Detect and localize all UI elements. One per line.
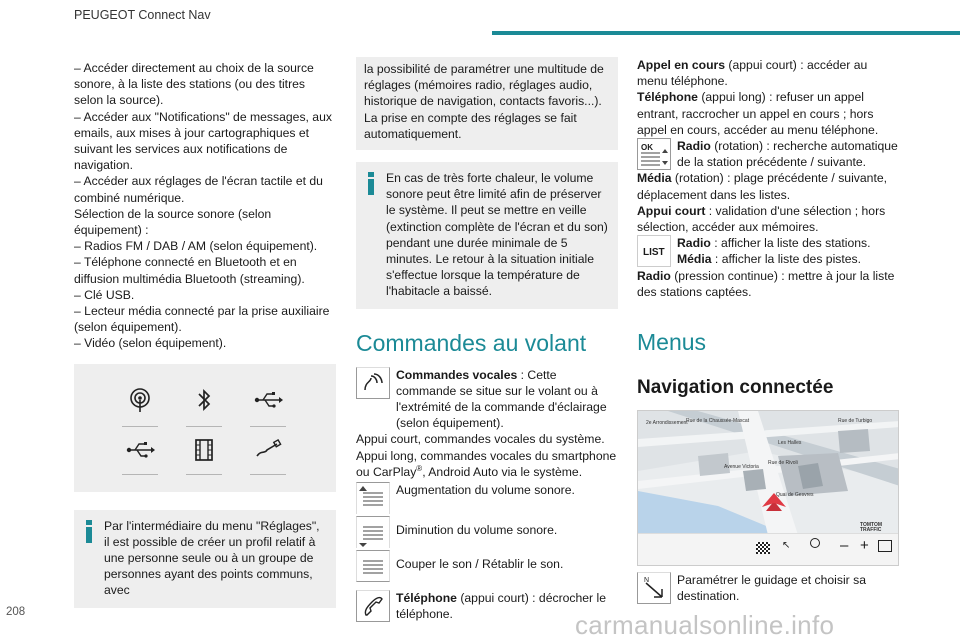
- compass-north-icon[interactable]: ↖: [782, 540, 791, 552]
- text-line: – Accéder directement au choix de la source sonore, à la liste des stations (ou des titres selon la source).: [74, 61, 314, 108]
- item-text: Média : afficher la liste des pistes.: [677, 252, 862, 267]
- search-icon[interactable]: [810, 538, 820, 548]
- map-toolbar: [638, 533, 899, 565]
- map-brand: TOMTOM TRAFFIC: [860, 522, 883, 534]
- page-number: 208: [6, 606, 26, 618]
- map-label: Quai de Gesvres: [776, 492, 814, 499]
- auxiliary-jack-icon: [250, 436, 286, 472]
- bluetooth-icon: [186, 386, 222, 422]
- item-text: Paramétrer le guidage et choisir sa destination.: [677, 573, 867, 604]
- column-3: [637, 57, 899, 606]
- radio-rotation-item: [637, 138, 899, 170]
- checkered-flag-icon[interactable]: [756, 542, 770, 554]
- volume-down-icon: [356, 516, 390, 548]
- text-line: – Accéder aux réglages de l'écran tactile et du combiné numérique.: [74, 174, 323, 205]
- note-text: la possibilité de paramétrer une multitude de réglages (mémoires radio, réglages audio, historique de navigation, contacts favoris...). La prise en compte des réglages se fait automatiquement.: [364, 62, 604, 141]
- usb-icon: [122, 436, 158, 472]
- guidance-item: [637, 572, 899, 606]
- voice-command-item: [356, 367, 618, 432]
- text-line: Appui court : validation d'une sélection ; hors sélection, accéder aux mémoires.: [637, 203, 886, 235]
- map-label: Les Halles: [778, 440, 802, 447]
- text-line: – Accéder aux "Notifications" de messages, aux emails, aux mises à jour cartographiques et suivant les services aux notifications de navigation.: [74, 109, 332, 173]
- text-line: – Vidéo (selon équipement).: [74, 336, 227, 351]
- item-text: Radio (rotation) : recherche automatique de la station précédente / suivante.: [677, 139, 898, 170]
- column-2: [356, 57, 618, 624]
- mute-icon: [356, 550, 390, 582]
- zoom-out-icon[interactable]: –: [840, 537, 849, 555]
- svg-text:N: N: [644, 577, 650, 585]
- ok-wheel-icon: OK: [637, 138, 671, 170]
- watermark: carmanualsonline.info: [575, 610, 835, 640]
- text-line: Appui court, commandes vocales du système.: [356, 432, 605, 447]
- video-icon: [186, 436, 222, 472]
- header-title: PEUGEOT Connect Nav: [74, 8, 211, 22]
- source-icon-panel: [74, 364, 336, 492]
- heat-warning-note: [356, 162, 618, 309]
- section-title-steering-controls: Commandes au volant: [356, 329, 587, 356]
- item-text: Radio : afficher la liste des stations.: [677, 236, 871, 251]
- map-label: Rue de Rivoli: [768, 460, 798, 467]
- item-text: Augmentation du volume sonore.: [396, 483, 575, 498]
- map-label: Rue de Turbigo: [838, 418, 873, 425]
- radio-source-icon: [122, 386, 158, 422]
- note-text: En cas de très forte chaleur, le volume sonore peut être limité afin de préserver le système. Il peut se mettre en veille (extinction complète de l'écran et du son) pendant une durée minimale de 5 minutes. Le retour à la situation initiale s'effectue lorsque la température de l'habitacle a baissé.: [386, 171, 608, 299]
- navigation-map-screenshot: [637, 410, 899, 566]
- map-label: Rue de la Chaussée-Maxcat: [686, 418, 750, 425]
- sub-title-connected-navigation: Navigation connectée: [637, 377, 834, 399]
- phone-icon: [356, 590, 390, 622]
- map-label: Avenue Victoria: [724, 464, 759, 471]
- text-line: Téléphone (appui long) : refuser un appel entrant, raccrocher un appel en cours ; hors appel en cours, accéder au menu téléphone.: [637, 90, 879, 137]
- volume-up-icon: [356, 482, 390, 514]
- header-accent-bar: [492, 31, 960, 35]
- item-text: Commandes vocales : Cette commande se situe sur le volant ou à l'extrémité de la commande d'éclairage (selon équipement).: [396, 367, 607, 431]
- text-line: Radio (pression continue) : mettre à jour la liste des stations captées.: [637, 268, 895, 299]
- text-line: Média (rotation) : plage précédente / suivante, déplacement dans les listes.: [637, 171, 887, 202]
- item-text: Diminution du volume sonore.: [396, 523, 558, 538]
- volume-down-item: [356, 516, 618, 548]
- item-text: Téléphone (appui court) : décrocher le téléphone.: [396, 591, 606, 622]
- text-line: – Lecteur média connecté par la prise auxiliaire (selon équipement).: [74, 304, 330, 335]
- list-button-icon: LIST: [637, 235, 671, 267]
- mute-item: [356, 550, 618, 582]
- voice-command-icon: [356, 367, 390, 399]
- text-line: Appel en cours (appui court) : accéder au menu téléphone.: [637, 58, 868, 89]
- text-line: – Téléphone connecté en Bluetooth et en diffusion multimédia Bluetooth (streaming).: [74, 255, 305, 286]
- text-line: Sélection de la source sonore (selon équipement) :: [74, 206, 272, 238]
- note-text: Par l'intermédiaire du menu "Réglages", il est possible de créer un profil relatif à une personne seule ou à un groupe de personnes ayant des points communs, avec: [104, 518, 320, 598]
- navigation-arrow-icon: [637, 572, 671, 604]
- column-1: [74, 60, 336, 608]
- settings-profile-note: [74, 510, 336, 608]
- map-label: 2e Arrondissement: [646, 420, 688, 427]
- text-line: – Radios FM / DAB / AM (selon équipement).: [74, 239, 318, 254]
- text-line: – Clé USB.: [74, 287, 135, 302]
- profile-note-continued: [356, 57, 618, 150]
- item-text: Couper le son / Rétablir le son.: [396, 557, 564, 572]
- volume-up-item: [356, 482, 618, 514]
- zoom-in-icon[interactable]: +: [860, 537, 869, 555]
- text-line: Appui long, commandes vocales du smartphone ou CarPlay®, Android Auto via le système.: [356, 448, 617, 479]
- list-item: [637, 235, 899, 267]
- map-view-icon[interactable]: [878, 540, 892, 552]
- section-title-menus: Menus: [637, 329, 707, 356]
- usb-icon: [250, 386, 286, 422]
